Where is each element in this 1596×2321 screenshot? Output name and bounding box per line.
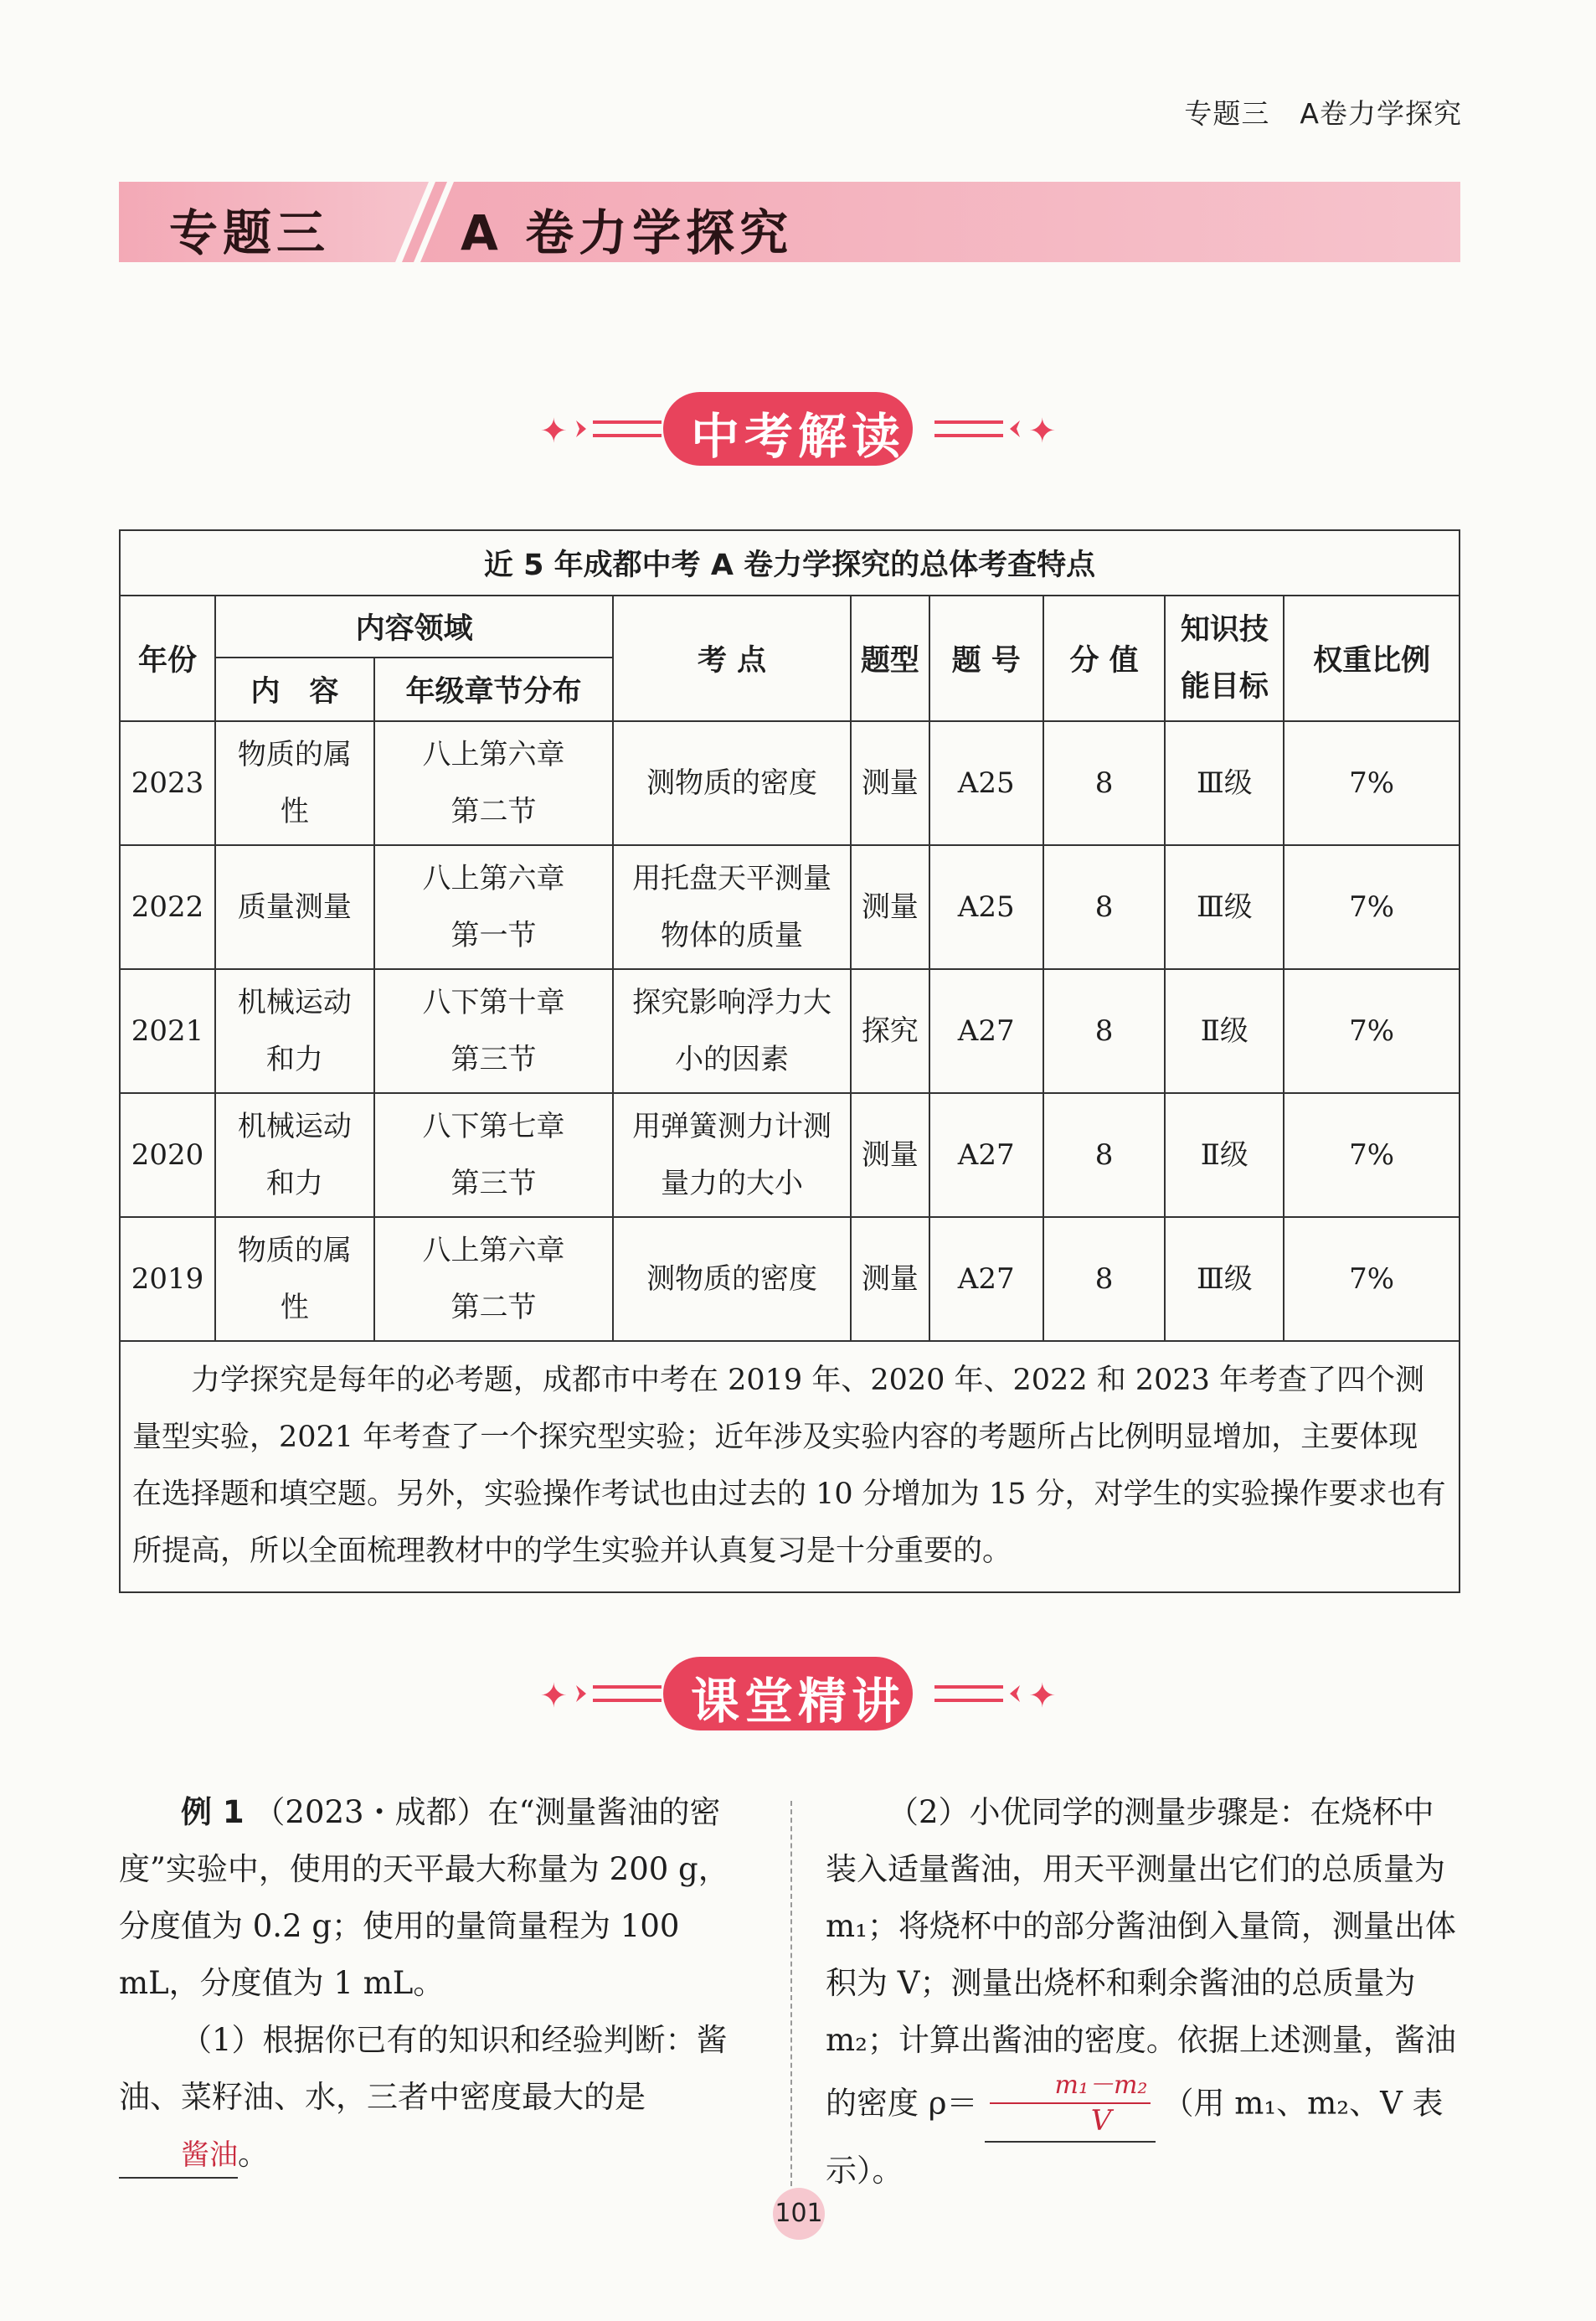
example-intro xyxy=(119,1784,757,2012)
header-domain: 内容领域 xyxy=(215,596,613,658)
cell-number: A25 xyxy=(929,721,1043,845)
header-point: 考 点 xyxy=(613,596,851,721)
cell-type: 测量 xyxy=(851,1217,929,1341)
cell-year: 2023 xyxy=(120,721,215,845)
cell-type: 测量 xyxy=(851,1093,929,1217)
cell-score: 8 xyxy=(1043,969,1166,1093)
chapter-title-text: A 卷力学探究 xyxy=(461,204,794,261)
cell-type: 测量 xyxy=(851,845,929,969)
example-right-column xyxy=(826,1784,1462,2200)
cell-weight: 7% xyxy=(1284,721,1460,845)
cell-chapter-line2: 第三节 xyxy=(450,1043,537,1076)
cell-chapter xyxy=(374,721,614,845)
header-type: 题型 xyxy=(851,596,929,721)
question-1 xyxy=(119,2012,757,2183)
banner-title: 中考解读 xyxy=(690,408,905,465)
running-head-chapter: 专题三 xyxy=(1184,97,1270,130)
running-head xyxy=(1184,92,1462,132)
cell-chapter xyxy=(374,845,614,969)
page-number: 101 xyxy=(773,2188,825,2240)
cell-chapter-line1: 八上第六章 xyxy=(422,862,565,895)
section-banner-exam-interpretation xyxy=(0,387,1596,471)
svg-text:✦: ✦ xyxy=(1028,412,1057,451)
banner-title: 课堂精讲 xyxy=(690,1673,905,1730)
header-content: 内 容 xyxy=(215,658,374,721)
table-row xyxy=(120,1217,1460,1341)
table-row xyxy=(120,1093,1460,1217)
svg-text:✦: ✦ xyxy=(539,412,568,451)
cell-skill: Ⅱ级 xyxy=(1165,969,1284,1093)
cell-chapter-line1: 八下第七章 xyxy=(422,1110,565,1143)
cell-skill: Ⅲ级 xyxy=(1165,721,1284,845)
cell-skill: Ⅲ级 xyxy=(1165,1217,1284,1341)
table-row xyxy=(120,969,1460,1093)
cell-type: 测量 xyxy=(851,721,929,845)
cell-weight: 7% xyxy=(1284,845,1460,969)
header-weight: 权重比例 xyxy=(1284,596,1460,721)
svg-text:✦: ✦ xyxy=(1028,1677,1057,1715)
cell-chapter xyxy=(374,1217,614,1341)
cell-chapter-line1: 八上第六章 xyxy=(422,1234,565,1267)
cell-year: 2019 xyxy=(120,1217,215,1341)
cell-skill: Ⅱ级 xyxy=(1165,1093,1284,1217)
cell-year: 2022 xyxy=(120,845,215,969)
cell-point: 用弹簧测力计测量力的大小 xyxy=(613,1093,851,1217)
header-year: 年份 xyxy=(120,596,215,721)
formula-denominator: V xyxy=(1090,2104,1112,2138)
running-head-title: A卷力学探究 xyxy=(1300,97,1462,130)
cell-type: 探究 xyxy=(851,969,929,1093)
cell-chapter-line1: 八下第十章 xyxy=(422,986,565,1019)
table-row xyxy=(120,721,1460,845)
example-label: 例 1 xyxy=(181,1794,245,1830)
cell-content: 质量测量 xyxy=(215,845,374,969)
example-intro-text: （2023・成都）在“测量酱油的密度”实验中，使用的天平最大称量为 200 g，分度值为 0.2 g；使用的量筒量程为 100 mL，分度值为 1 mL。 xyxy=(119,1794,729,2001)
cell-chapter-line2: 第一节 xyxy=(450,919,537,952)
section-banner-lecture xyxy=(0,1652,1596,1736)
chapter-title-number: 专题三 xyxy=(169,204,331,261)
cell-score: 8 xyxy=(1043,1093,1166,1217)
cell-content: 物质的属性 xyxy=(215,1217,374,1341)
cell-number: A27 xyxy=(929,969,1043,1093)
header-score: 分 值 xyxy=(1043,596,1166,721)
summary-table xyxy=(119,529,1460,1593)
svg-text:✦: ✦ xyxy=(539,1677,568,1715)
question-2-end: （用 m₁、m₂、V 表示）。 xyxy=(826,2085,1444,2189)
cell-year: 2021 xyxy=(120,969,215,1093)
cell-content: 机械运动和力 xyxy=(215,969,374,1093)
question-1-text: （1）根据你已有的知识和经验判断：酱油、菜籽油、水，三者中密度最大的是 xyxy=(119,2022,728,2115)
cell-point: 探究影响浮力大小的因素 xyxy=(613,969,851,1093)
cell-score: 8 xyxy=(1043,1217,1166,1341)
question-2-text: （2）小优同学的测量步骤是：在烧杯中装入适量酱油，用天平测量出它们的总质量为 m₁；将烧杯中的部分酱油倒入量筒，测量出体积为 V；测量出烧杯和剩余酱油的总质量为 m₂；计算出酱油的密度。依据上述测量，酱油的密度 ρ＝ xyxy=(826,1794,1456,2122)
cell-weight: 7% xyxy=(1284,1217,1460,1341)
formula-numerator: m₁－m₂ xyxy=(990,2069,1151,2104)
cell-number: A27 xyxy=(929,1217,1043,1341)
table-row xyxy=(120,845,1460,969)
cell-score: 8 xyxy=(1043,845,1166,969)
header-chapter: 年级章节分布 xyxy=(374,658,614,721)
cell-skill: Ⅲ级 xyxy=(1165,845,1284,969)
column-divider xyxy=(790,1801,792,2186)
question-2 xyxy=(826,1784,1462,2200)
example-left-column xyxy=(119,1784,757,2183)
cell-weight: 7% xyxy=(1284,969,1460,1093)
cell-content: 机械运动和力 xyxy=(215,1093,374,1217)
cell-weight: 7% xyxy=(1284,1093,1460,1217)
cell-content: 物质的属性 xyxy=(215,721,374,845)
chapter-title-band xyxy=(119,182,1460,262)
cell-score: 8 xyxy=(1043,721,1166,845)
cell-point: 用托盘天平测量物体的质量 xyxy=(613,845,851,969)
table-note: 力学探究是每年的必考题，成都市中考在 2019 年、2020 年、2022 和 2023 年考查了四个测量型实验，2021 年考查了一个探究型实验；近年涉及实验内容的考题所占比例明显增加，主要体现在选择题和填空题。另外，实验操作考试也由过去的 10 分增加为 15 分，对学生的实验操作要求也有所提高，所以全面梳理教材中的学生实验并认真复习是十分重要的。 xyxy=(120,1341,1460,1592)
cell-chapter-line2: 第三节 xyxy=(450,1167,537,1200)
cell-year: 2020 xyxy=(120,1093,215,1217)
density-formula xyxy=(985,2069,1156,2143)
cell-chapter xyxy=(374,969,614,1093)
cell-chapter-line2: 第二节 xyxy=(450,1291,537,1324)
cell-point: 测物质的密度 xyxy=(613,1217,851,1341)
cell-chapter-line2: 第二节 xyxy=(450,795,537,828)
cell-number: A25 xyxy=(929,845,1043,969)
cell-chapter-line1: 八上第六章 xyxy=(422,738,565,771)
cell-number: A27 xyxy=(929,1093,1043,1217)
cell-chapter xyxy=(374,1093,614,1217)
table-caption: 近 5 年成都中考 A 卷力学探究的总体考查特点 xyxy=(120,530,1460,596)
question-1-end: 。 xyxy=(238,2136,269,2172)
header-skill: 知识技能目标 xyxy=(1165,596,1284,721)
header-number: 题 号 xyxy=(929,596,1043,721)
cell-point: 测物质的密度 xyxy=(613,721,851,845)
question-1-answer: 酱油 xyxy=(119,2133,238,2179)
